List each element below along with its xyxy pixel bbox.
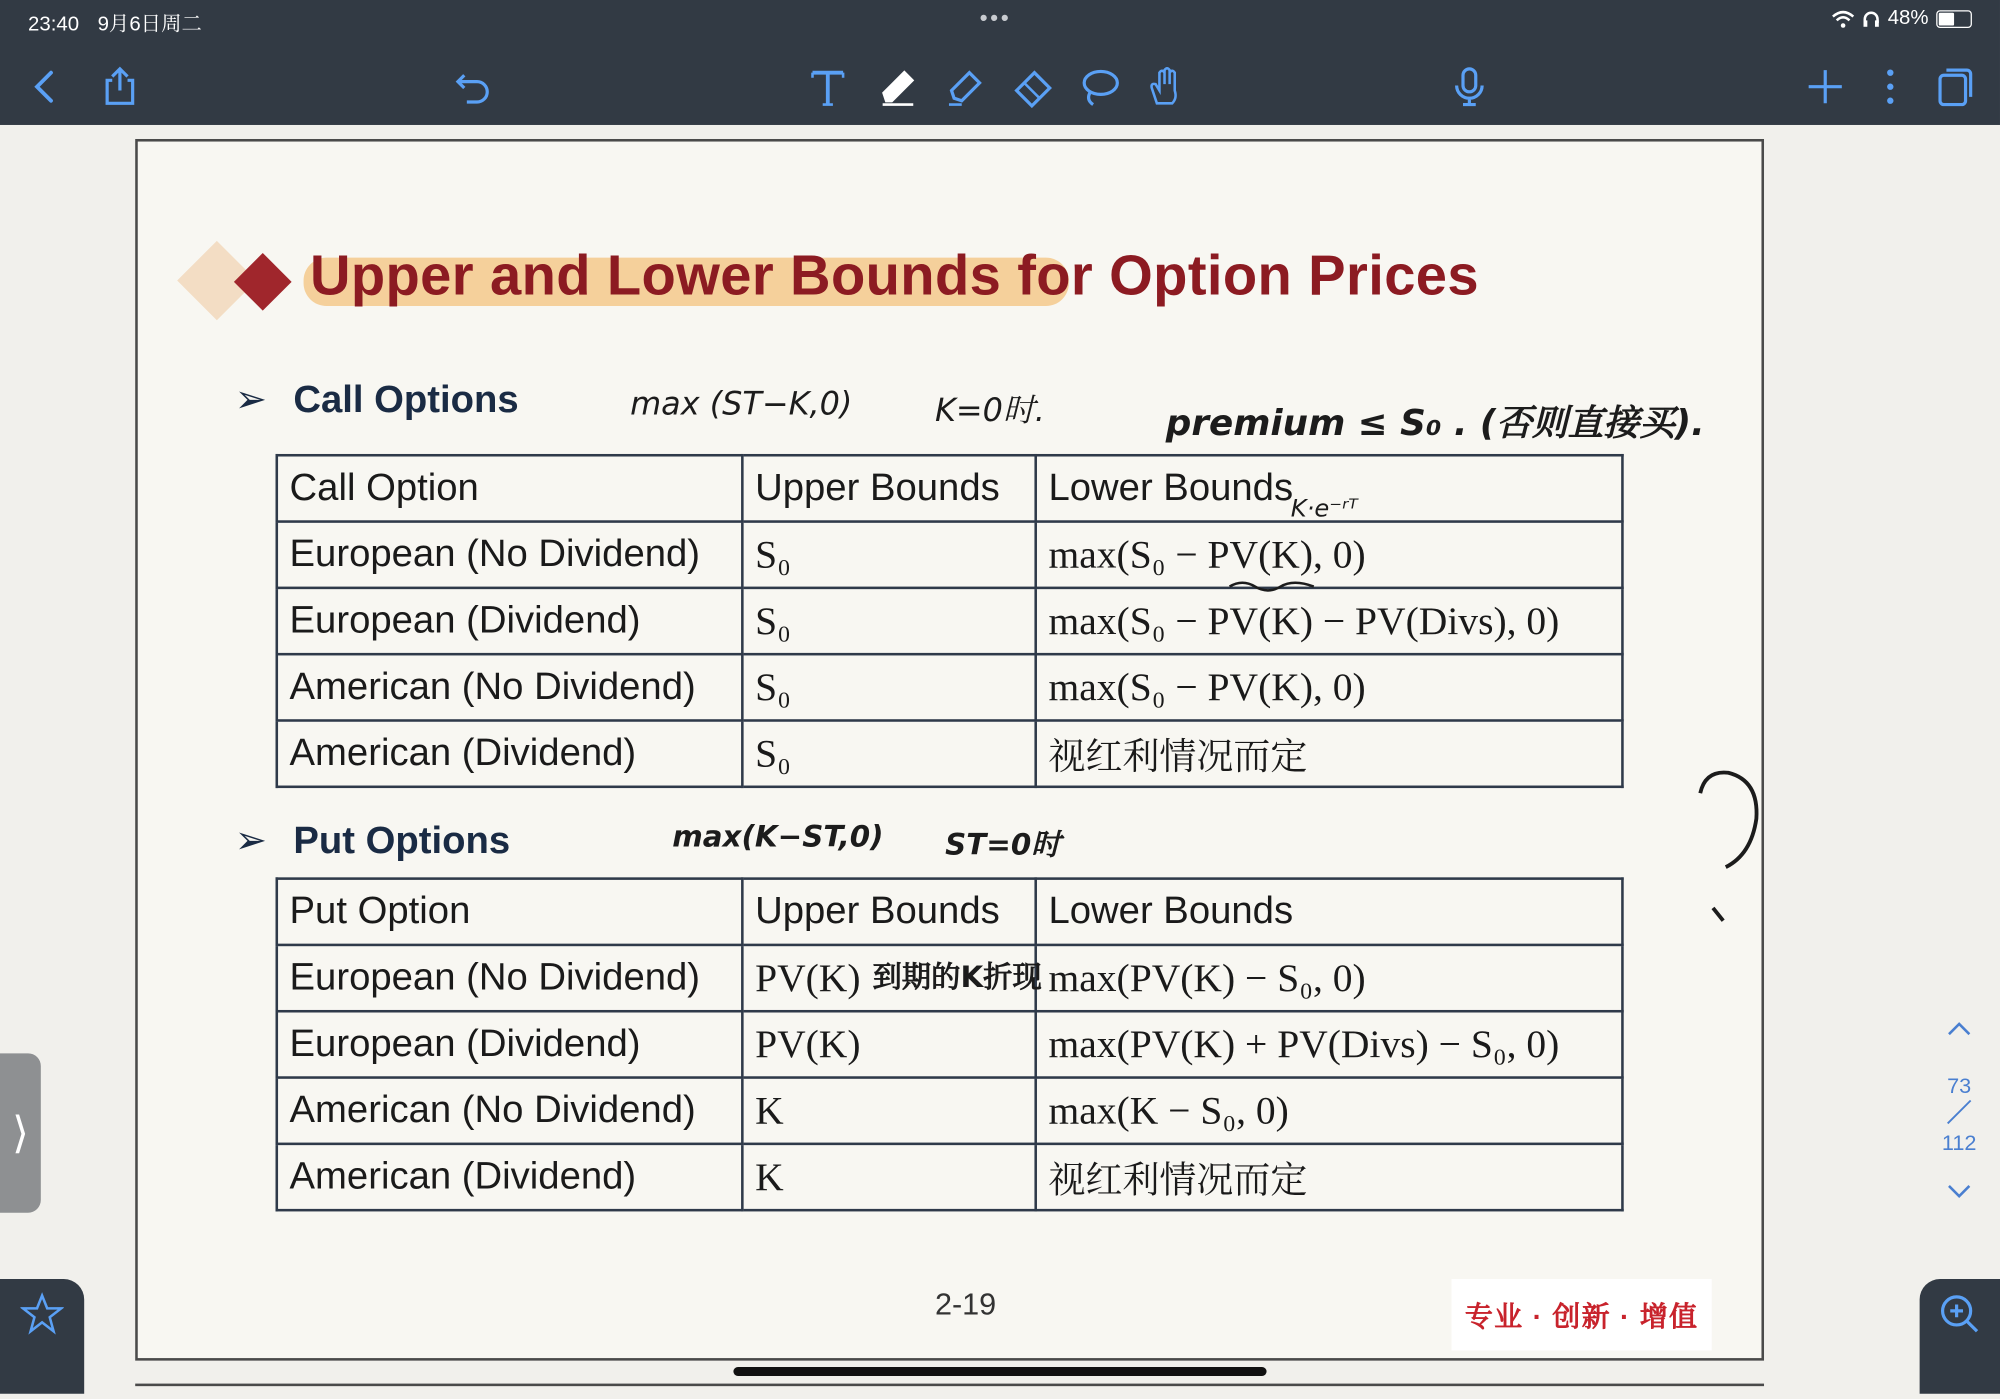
more-icon bbox=[1869, 65, 1912, 108]
pen-tool-button[interactable] bbox=[872, 61, 923, 112]
wifi-icon bbox=[1832, 10, 1855, 28]
put-options-heading bbox=[235, 819, 510, 864]
status-date: 9月6日周二 bbox=[97, 14, 202, 36]
lower-bound-cell: max(S₀ − PV(K), 0) bbox=[1036, 522, 1623, 588]
option-type-cell: European (No Dividend) bbox=[277, 522, 743, 588]
handwritten-pv-note: 到期的K折现 bbox=[872, 961, 1042, 995]
table-row bbox=[277, 1011, 1623, 1077]
lower-bound-cell: max(K − S₀, 0) bbox=[1036, 1078, 1623, 1144]
option-type-cell: American (Dividend) bbox=[277, 720, 743, 786]
hand-tool-icon bbox=[1144, 65, 1187, 108]
pages-button[interactable] bbox=[1929, 61, 1980, 112]
option-type-cell: European (Dividend) bbox=[277, 588, 743, 654]
upper-bound-cell: K bbox=[742, 1144, 1035, 1210]
add-button[interactable] bbox=[1800, 61, 1851, 112]
share-button[interactable] bbox=[94, 61, 145, 112]
option-type-cell: American (No Dividend) bbox=[277, 654, 743, 720]
option-type-cell: American (Dividend) bbox=[277, 1144, 743, 1210]
eraser-tool-button[interactable] bbox=[1008, 61, 1059, 112]
table-header-row bbox=[277, 879, 1623, 945]
lasso-tool-button[interactable] bbox=[1074, 61, 1125, 112]
home-indicator[interactable] bbox=[733, 1367, 1266, 1376]
upper-bound-cell: S₀ bbox=[742, 588, 1035, 654]
headphones-icon bbox=[1862, 10, 1880, 28]
upper-bound-cell: PV(K) bbox=[742, 945, 1035, 1011]
table-header-row bbox=[277, 455, 1623, 521]
chevron-right-icon: ⟩ bbox=[11, 1108, 29, 1158]
back-button[interactable] bbox=[19, 61, 70, 112]
bullet-arrow-icon: ➢ bbox=[234, 378, 267, 421]
share-icon bbox=[98, 65, 141, 108]
handwritten-pv-formula: K·e⁻ʳᵀ bbox=[1290, 494, 1358, 523]
lasso-icon bbox=[1078, 65, 1121, 108]
bullet-arrow-icon: ➢ bbox=[234, 819, 267, 863]
upper-bound-cell: K bbox=[742, 1078, 1035, 1144]
pages-icon bbox=[1932, 65, 1975, 108]
lower-bound-cell: max(S₀ − PV(K), 0) bbox=[1036, 654, 1623, 720]
chevron-up-icon[interactable] bbox=[1945, 1019, 1973, 1037]
lower-bound-cell: max(PV(K) − S₀, 0) bbox=[1036, 945, 1623, 1011]
table-row bbox=[277, 1144, 1623, 1210]
table-row bbox=[277, 1078, 1623, 1144]
battery-fill bbox=[1939, 13, 1955, 26]
status-indicators bbox=[1832, 8, 1972, 31]
table-row bbox=[277, 654, 1623, 720]
handwritten-call-note: K=0时. bbox=[934, 391, 1045, 429]
call-options-heading bbox=[235, 377, 519, 422]
text-tool-button[interactable] bbox=[802, 61, 853, 112]
table-header-cell: Upper Bounds bbox=[742, 879, 1035, 945]
star-icon bbox=[20, 1292, 63, 1335]
zoom-button[interactable] bbox=[1920, 1279, 2000, 1394]
lower-bound-cell: 视红利情况而定 bbox=[1036, 1144, 1623, 1210]
undo-icon bbox=[452, 65, 495, 108]
table-header-cell: Upper Bounds bbox=[742, 455, 1035, 521]
microphone-icon bbox=[1448, 65, 1491, 108]
option-type-cell: American (No Dividend) bbox=[277, 1078, 743, 1144]
total-pages: 112 bbox=[1941, 1131, 1977, 1156]
upper-bound-cell: S₀ bbox=[742, 654, 1035, 720]
table-row bbox=[277, 720, 1623, 786]
back-icon bbox=[23, 65, 66, 108]
put-options-heading-text: Put Options bbox=[293, 819, 511, 863]
handwritten-put-payoff: max(K−ST,0) bbox=[672, 821, 884, 855]
handwritten-premium-note: premium ≤ S₀ . (否则直接买). bbox=[1165, 401, 1705, 444]
microphone-button[interactable] bbox=[1444, 61, 1495, 112]
handwritten-call-payoff: max (ST−K,0) bbox=[630, 385, 853, 423]
chevron-down-icon[interactable] bbox=[1945, 1182, 1973, 1200]
toolbar bbox=[0, 0, 2000, 125]
page-title bbox=[310, 245, 1479, 309]
page-title-rest: for Option Prices bbox=[1017, 244, 1479, 308]
option-type-cell: European (Dividend) bbox=[277, 1011, 743, 1077]
table-header-cell: Lower Bounds bbox=[1036, 455, 1623, 521]
lower-bound-cell: 视红利情况而定 bbox=[1036, 720, 1623, 786]
handwritten-question-mark bbox=[1690, 765, 1767, 944]
status-clock bbox=[28, 8, 215, 37]
put-bounds-table bbox=[276, 877, 1624, 1211]
call-options-heading-text: Call Options bbox=[293, 378, 519, 421]
brand-slogan: 专业 · 创新 · 增值 bbox=[1452, 1279, 1712, 1350]
current-page: 73 bbox=[1947, 1073, 1972, 1098]
table-header-cell: Put Option bbox=[277, 879, 743, 945]
table-header-cell: Lower Bounds bbox=[1036, 879, 1623, 945]
handwritten-underline bbox=[1227, 579, 1316, 594]
page-number: 2-19 bbox=[934, 1287, 997, 1323]
eraser-icon bbox=[1011, 65, 1054, 108]
table-header-cell: Call Option bbox=[277, 455, 743, 521]
call-bounds-table bbox=[276, 454, 1624, 788]
add-icon bbox=[1804, 65, 1847, 108]
page-title-highlighted: Upper and Lower Bounds bbox=[309, 244, 1002, 308]
page-separator bbox=[1945, 1099, 1973, 1125]
hand-tool-button[interactable] bbox=[1140, 61, 1191, 112]
undo-button[interactable] bbox=[448, 61, 499, 112]
table-row bbox=[277, 522, 1623, 588]
sidebar-toggle[interactable] bbox=[0, 1053, 41, 1212]
lower-bound-cell: max(PV(K) + PV(Divs) − S₀, 0) bbox=[1036, 1011, 1623, 1077]
page-navigator[interactable] bbox=[1936, 1018, 1982, 1207]
upper-bound-cell: S₀ bbox=[742, 720, 1035, 786]
zoom-icon bbox=[1937, 1292, 1980, 1335]
highlighter-tool-button[interactable] bbox=[940, 61, 991, 112]
handwritten-put-note: ST=0时 bbox=[945, 828, 1061, 863]
status-time: 23:40 bbox=[28, 14, 80, 36]
option-type-cell: European (No Dividend) bbox=[277, 945, 743, 1011]
upper-bound-cell: S₀ bbox=[742, 522, 1035, 588]
highlighter-icon bbox=[944, 65, 987, 108]
more-button[interactable] bbox=[1865, 61, 1916, 112]
table-row bbox=[277, 588, 1623, 654]
battery-percent: 48% bbox=[1887, 7, 1929, 30]
pen-icon bbox=[876, 65, 919, 108]
text-tool-icon bbox=[806, 65, 849, 108]
next-page-edge bbox=[135, 1384, 1764, 1399]
upper-bound-cell: PV(K) bbox=[742, 1011, 1035, 1077]
favorite-button[interactable] bbox=[0, 1279, 84, 1394]
lower-bound-cell: max(S₀ − PV(K) − PV(Divs), 0) bbox=[1036, 588, 1623, 654]
multitasking-dots[interactable]: ••• bbox=[979, 5, 1012, 31]
battery-icon bbox=[1936, 10, 1972, 28]
